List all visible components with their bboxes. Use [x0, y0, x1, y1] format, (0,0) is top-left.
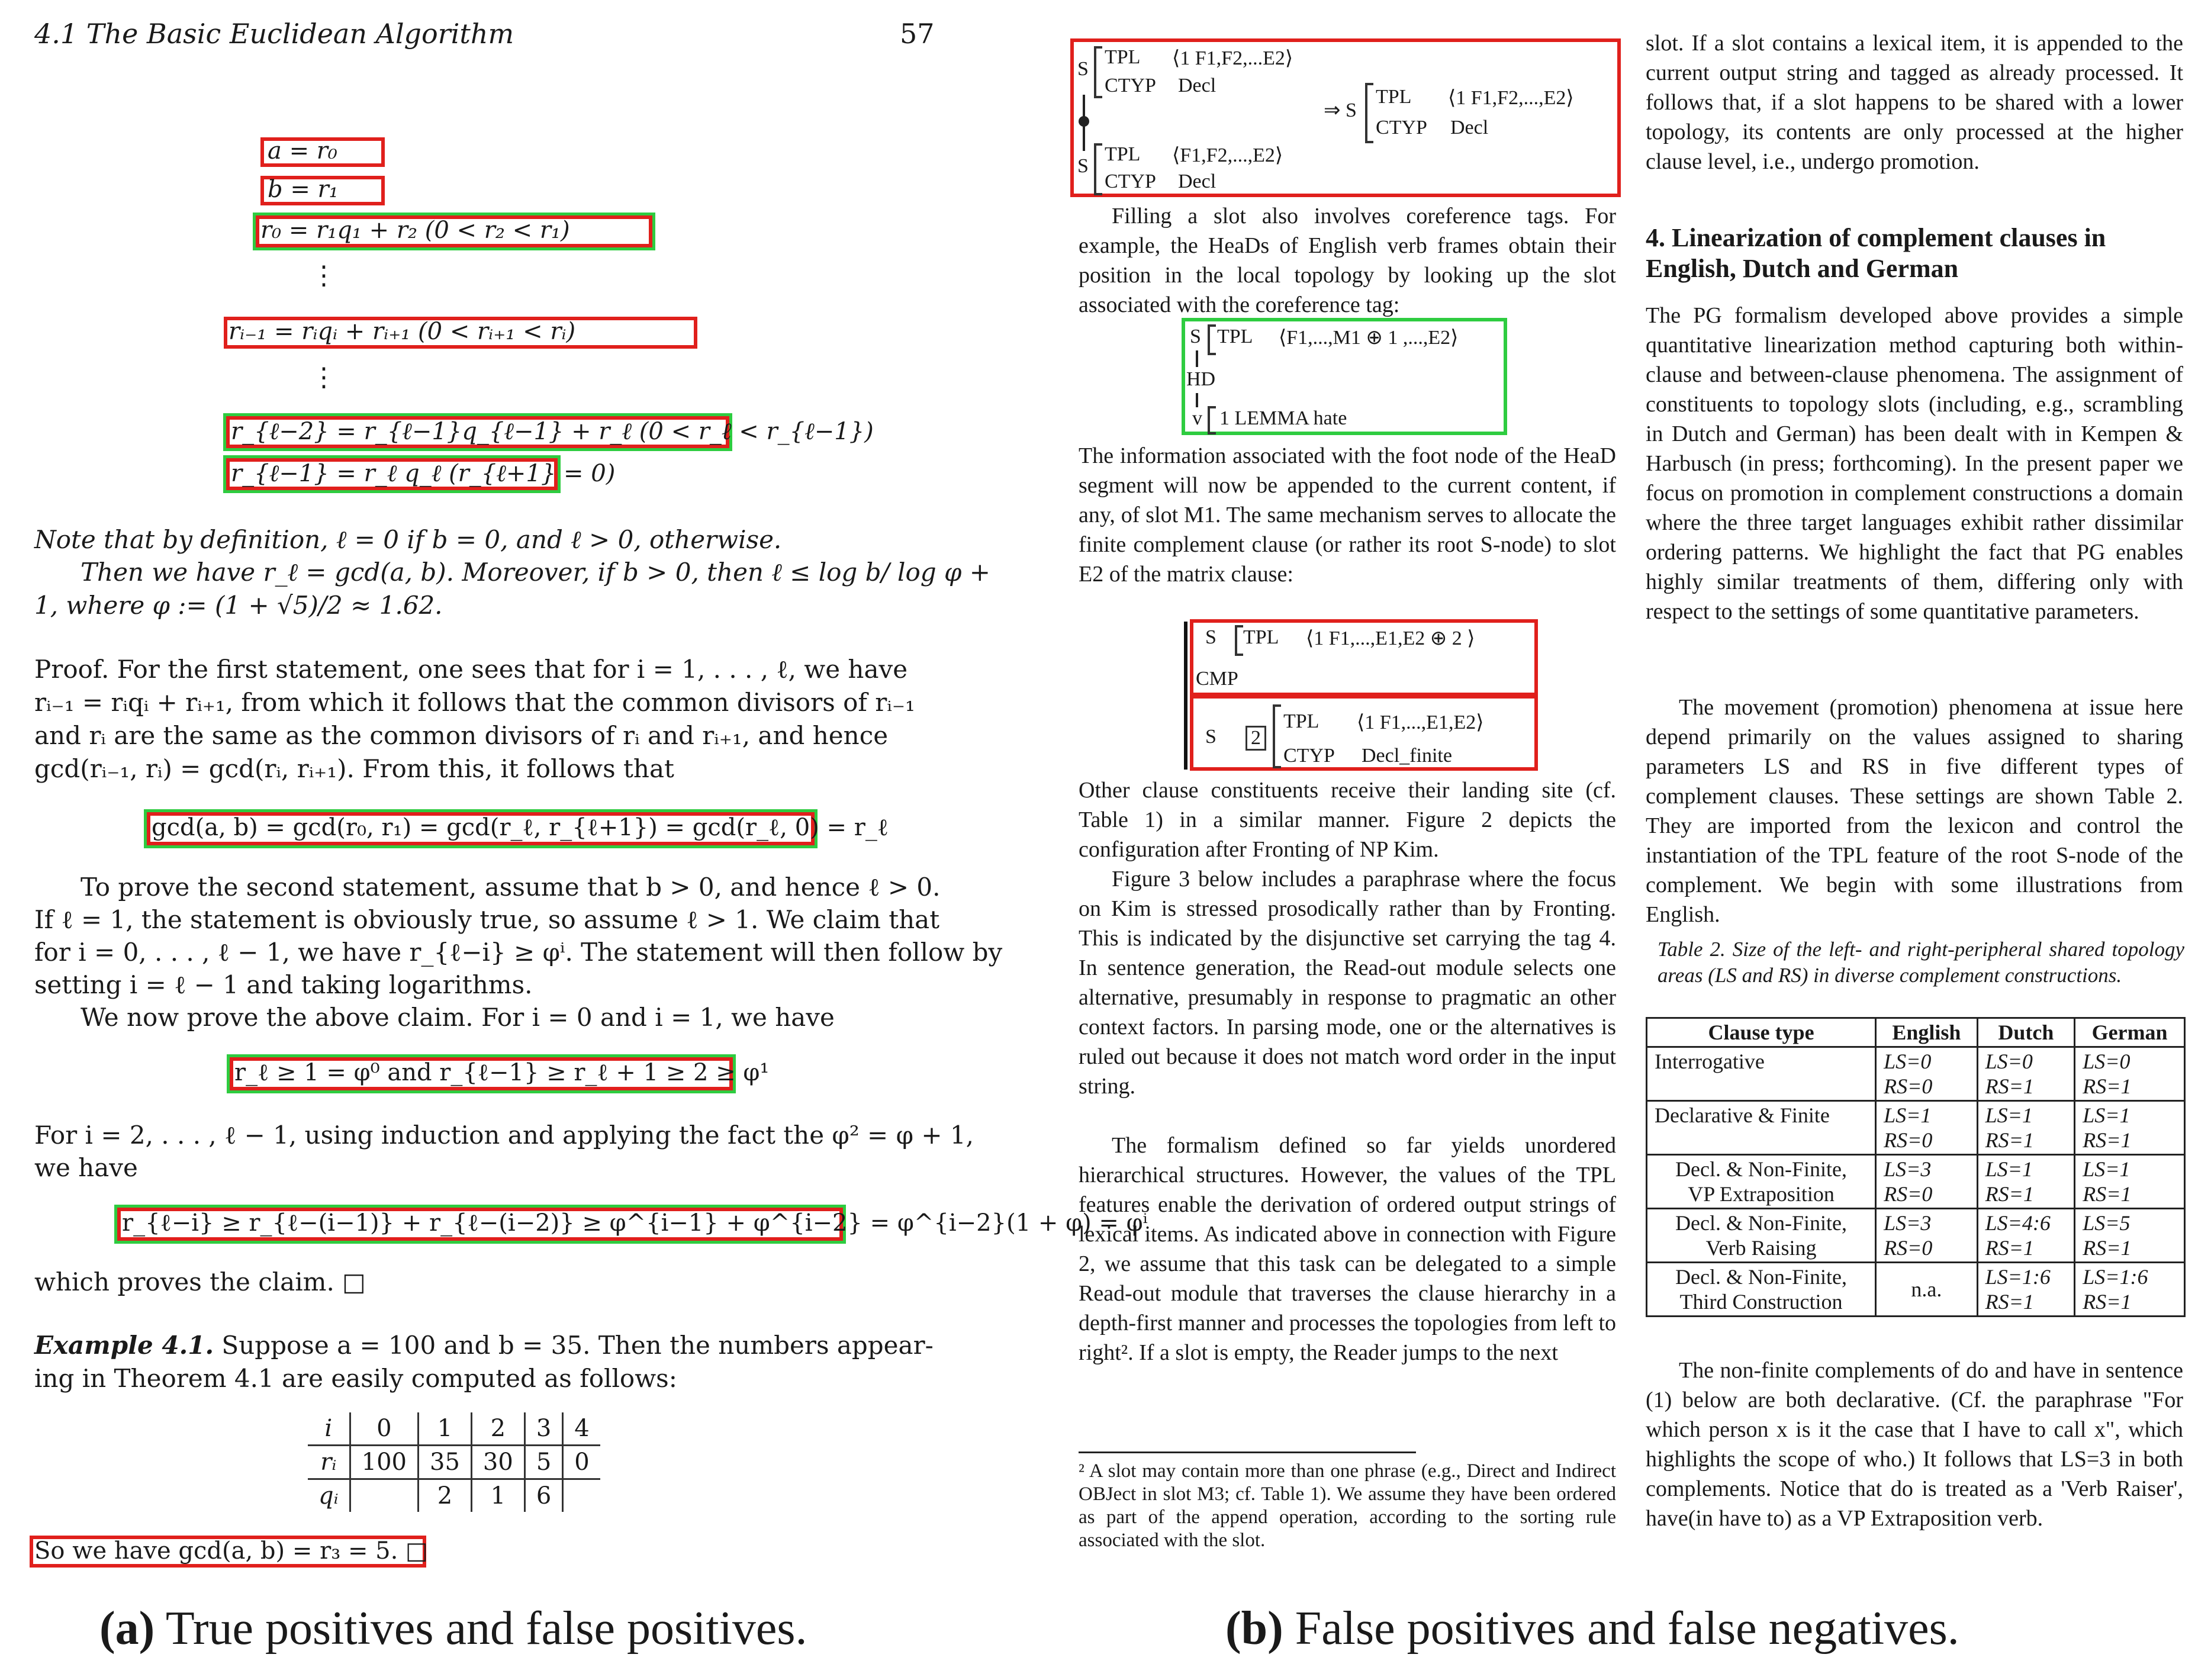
avm-value: ⟨1 F1,...,E1,E2 ⊕ 2 ⟩ [1306, 627, 1475, 649]
equation-r0: r₀ = r₁q₁ + r₂ (0 < r₂ < r₁) [260, 217, 570, 244]
table2-cell: LS=1:6 RS=1 [2075, 1263, 2185, 1317]
table-cell [350, 1479, 418, 1512]
table-cell: qᵢ [308, 1479, 350, 1512]
then-line-2: 1, where φ := (1 + √5)/2 ≈ 1.62. [34, 591, 443, 620]
running-header: 4.1 The Basic Euclidean Algorithm [34, 18, 514, 50]
table2-cell: LS=3 RS=0 [1876, 1209, 1978, 1263]
table-cell: 2 [471, 1412, 524, 1446]
table-cell: 1 [471, 1479, 524, 1512]
vertical-dots-1: ⋮ [311, 260, 337, 291]
proof-line-1: Proof. For the first statement, one sees that for i = 1, . . . , ℓ, we have [34, 655, 908, 684]
caption-b-text: False positives and false negatives. [1283, 1602, 1959, 1655]
table2-header-cell: Clause type [1647, 1018, 1876, 1047]
table-cell [563, 1479, 600, 1512]
table-cell: 4 [563, 1412, 600, 1446]
avm-label: TPL [1105, 143, 1141, 165]
table-header-row [308, 1412, 600, 1446]
table2-cell: Declarative & Finite [1647, 1101, 1876, 1155]
avm-label: S [1205, 626, 1216, 648]
definition-note: Note that by definition, ℓ = 0 if b = 0, and ℓ > 0, otherwise. [34, 525, 782, 554]
equation-rl-2: r_{ℓ−2} = r_{ℓ−1}q_{ℓ−1} + r_ℓ (0 < r_ℓ < r_{ℓ−1}) [231, 418, 874, 445]
so-we-have-line: So we have gcd(a, b) = r₃ = 5. □ [34, 1537, 428, 1565]
footnote: ² A slot may contain more than one phrase (e.g., Direct and Indirect OBJect in slot M3; cf. Table 1). We assume they have been ordered as part of the append operation, according to the sorting rule associated with the slot. [1079, 1460, 1616, 1551]
proof-line-4: gcd(rᵢ₋₁, rᵢ) = gcd(rᵢ, rᵢ₊₁). From this, it follows that [34, 754, 674, 783]
example-line-1 [34, 1331, 934, 1360]
table-cell: 100 [350, 1446, 418, 1479]
prove-line-3: for i = 0, . . . , ℓ − 1, we have r_{ℓ−i} ≥ φⁱ. The statement will then follow by [34, 938, 1003, 967]
table2-header-cell: German [2075, 1018, 2185, 1047]
table-row [1647, 1209, 2185, 1263]
avm-value: Decl [1450, 117, 1489, 139]
table2-cell: Decl. & Non-Finite, VP Extraposition [1647, 1155, 1876, 1209]
table-cell: 0 [350, 1412, 418, 1446]
table2-cell: LS=1 RS=1 [1977, 1155, 2075, 1209]
avm-label: S [1077, 155, 1089, 177]
avm-label: S [1205, 726, 1216, 748]
table2-cell: LS=4:6 RS=1 [1977, 1209, 2075, 1263]
caption-a-text: True positives and false positives. [155, 1602, 807, 1655]
col1-paragraph-3: Other clause constituents receive their landing site (cf. Table 1) in a similar manner. Figure 2 depicts the configuration after Fronting of NP Kim. [1079, 778, 1616, 862]
equation-rl-1: r_{ℓ−1} = r_ℓ q_ℓ (r_{ℓ+1} = 0) [231, 460, 616, 487]
caption-b-label: (b) [1225, 1602, 1283, 1655]
euclid-table [308, 1412, 600, 1512]
avm-arrow: ⇒ S [1324, 99, 1357, 121]
footnote-rule [1079, 1452, 1416, 1453]
proof-line-2: rᵢ₋₁ = rᵢqᵢ + rᵢ₊₁, from which it follows that the common divisors of rᵢ₋₁ [34, 688, 915, 717]
avm-value: ⟨1 F1,F2,...E2⟩ [1172, 47, 1293, 69]
col1-paragraph-5: The formalism defined so far yields unordered hierarchical structures. However, the values of the TPL features enable the derivation of ordered output strings of lexical items. As indicated above in connection with Figure 2, we assume that this task can be delegated to a simple Read-out module that traverses the clause hierarchy in a depth-first manner and processes the topologies from left to right². If a slot is empty, the Reader jumps to the next [1079, 1133, 1616, 1365]
avm-label: v [1192, 407, 1202, 429]
col2-paragraph-4: The non-finite complements of do and have in sentence (1) below are both declarative. (Cf. the paraphrase "For which person x is it the case that I have to call x", which highlights the scope of who.) It follows that LS=3 in both complements. Notice that do is treated as a 'Verb Raiser', have(in have to) as a VP Extraposition verb. [1646, 1358, 2183, 1531]
table2-cell: LS=1 RS=1 [2075, 1155, 2185, 1209]
avm-label: CTYP [1376, 117, 1427, 139]
table2-cell: LS=1 RS=1 [1977, 1101, 2075, 1155]
avm-label: CMP [1196, 668, 1238, 690]
table-cell: 5 [524, 1446, 562, 1479]
table2-cell: Decl. & Non-Finite, Verb Raising [1647, 1209, 1876, 1263]
section-heading: 4. Linearization of complement clauses in English, Dutch and German [1646, 223, 2106, 283]
table-row [1647, 1047, 2185, 1101]
avm-label: S [1190, 326, 1201, 347]
table2-cell: LS=0 RS=1 [2075, 1047, 2185, 1101]
table2-cell: LS=0 RS=1 [1977, 1047, 2075, 1101]
table2-header-cell: English [1876, 1018, 1978, 1047]
table2-cell: Interrogative [1647, 1047, 1876, 1101]
avm-label: TPL [1376, 86, 1412, 108]
induction-equation: r_{ℓ−i} ≥ r_{ℓ−(i−1)} + r_{ℓ−(i−2)} ≥ φ^{i−1} + φ^{i−2} = φ^{i−2}(1 + φ) = φⁱ [122, 1209, 1148, 1237]
table2-cell: Decl. & Non-Finite, Third Construction [1647, 1263, 1876, 1317]
col2-paragraph-3: The movement (promotion) phenomena at issue here depend primarily on the values assigned to sharing parameters LS and RS in five different types of complement clauses. These settings are shown Table 2. They are imported from the lexicon and control the instantiation of the TPL feature of the root S-node of the complement. We begin with some illustrations from English. [1646, 695, 2183, 927]
col1-paragraph-4: Figure 3 below includes a paraphrase where the focus on Kim is stressed prosodically rather than by Fronting. This is indicated by the disjunctive set carrying the tag 4. In sentence generation, the Read-out module selects one alternative, presumably in response to pragmatic an other context factors. In parsing mode, one or the alternatives is ruled out because it does not match word order in the input string. [1079, 867, 1616, 1099]
table2-cell: n.a. [1876, 1263, 1978, 1317]
table-row [308, 1479, 600, 1512]
avm-value: 1 LEMMA hate [1219, 407, 1347, 429]
avm-value: Decl_finite [1362, 745, 1452, 767]
gcd-equation: gcd(a, b) = gcd(r₀, r₁) = gcd(r_ℓ, r_{ℓ+1}) = gcd(r_ℓ, 0) = r_ℓ [152, 814, 889, 841]
claim-equation: r_ℓ ≥ 1 = φ⁰ and r_{ℓ−1} ≥ r_ℓ + 1 ≥ 2 ≥ φ¹ [234, 1059, 770, 1086]
table2-caption: Table 2. Size of the left- and right-peripheral shared topology areas (LS and RS) in diverse complement constructions. [1658, 938, 2184, 987]
prove-line-1: To prove the second statement, assume that b > 0, and hence ℓ > 0. [81, 873, 941, 902]
avm-label: TPL [1243, 626, 1279, 648]
table-cell: 6 [524, 1479, 562, 1512]
avm-value: ⟨1 F1,...,E1,E2⟩ [1357, 712, 1484, 733]
table-cell: 2 [419, 1479, 472, 1512]
avm-tag: 2 [1246, 726, 1266, 751]
equation-ri-1: rᵢ₋₁ = rᵢqᵢ + rᵢ₊₁ (0 < rᵢ₊₁ < rᵢ) [228, 318, 576, 345]
avm-label: TPL [1283, 710, 1319, 732]
which-proves: which proves the claim. □ [34, 1267, 366, 1296]
table-cell: rᵢ [308, 1446, 350, 1479]
table2-cell: LS=1:6 RS=1 [1977, 1263, 2075, 1317]
avm-value: ⟨F1,F2,...,E2⟩ [1172, 144, 1283, 166]
prove-line-4: setting i = ℓ − 1 and taking logarithms. [34, 970, 533, 999]
table-row [1647, 1155, 2185, 1209]
example-line-2: ing in Theorem 4.1 are easily computed as follows: [34, 1364, 677, 1393]
proof-line-3: and rᵢ are the same as the common divisors of rᵢ and rᵢ₊₁, and hence [34, 721, 889, 750]
table2-cell: LS=0 RS=0 [1876, 1047, 1978, 1101]
prove-line-2: If ℓ = 1, the statement is obviously true, so assume ℓ > 1. We claim that [34, 905, 940, 934]
then-line-1: Then we have r_ℓ = gcd(a, b). Moreover, if b > 0, then ℓ ≤ log b/ log φ + [81, 558, 990, 587]
table2 [1646, 1017, 2186, 1317]
table-cell: 1 [419, 1412, 472, 1446]
equation-a-r0: a = r₀ [268, 137, 337, 165]
col1-paragraph-1: Filling a slot also involves coreference tags. For example, the HeaDs of English verb frames obtain their position in the local topology by looking up the slot associated with the coreference tag: [1079, 204, 1616, 317]
avm-value: Decl [1178, 170, 1216, 192]
table-cell: i [308, 1412, 350, 1446]
avm-value: Decl [1178, 75, 1216, 96]
avm-label: S [1077, 58, 1089, 80]
page-number: 57 [900, 18, 935, 50]
table2-header-cell: Dutch [1977, 1018, 2075, 1047]
table2-header-row [1647, 1018, 2185, 1047]
table-cell: 3 [524, 1412, 562, 1446]
avm-label: TPL [1105, 46, 1141, 68]
table2-cell: LS=5 RS=1 [2075, 1209, 2185, 1263]
table-cell: 35 [419, 1446, 472, 1479]
caption-b [1225, 1602, 1959, 1656]
avm-label: CTYP [1105, 75, 1156, 96]
equation-b-r1: b = r₁ [268, 176, 339, 203]
avm-label: CTYP [1283, 745, 1335, 767]
avm-label: CTYP [1105, 170, 1156, 192]
table-row [308, 1446, 600, 1479]
table-cell: 0 [563, 1446, 600, 1479]
table-row [1647, 1101, 2185, 1155]
table-row [1647, 1263, 2185, 1317]
avm-value: ⟨F1,...,M1 ⊕ 1 ,...,E2⟩ [1279, 327, 1459, 349]
example-label: Example 4.1. [34, 1331, 214, 1360]
avm-value: ⟨1 F1,F2,...,E2⟩ [1448, 87, 1574, 109]
induction-line-1: For i = 2, . . . , ℓ − 1, using induction and applying the fact the φ² = φ + 1, [34, 1121, 974, 1150]
avm-label: TPL [1217, 326, 1253, 347]
table2-cell: LS=3 RS=0 [1876, 1155, 1978, 1209]
col1-paragraph-2: The information associated with the foot node of the HeaD segment will now be appended to the current content, if any, of slot M1. The same mechanism serves to allocate the finite complement clause (or rather its root S-node) to slot E2 of the matrix clause: [1079, 443, 1616, 587]
vertical-dots-2: ⋮ [311, 362, 337, 392]
caption-a-label: (a) [99, 1602, 155, 1655]
induction-line-2: we have [34, 1153, 138, 1182]
example-text-1: Suppose a = 100 and b = 35. Then the numbers appear- [214, 1331, 934, 1360]
table2-cell: LS=1 RS=0 [1876, 1101, 1978, 1155]
avm-label: HD [1186, 368, 1216, 390]
col2-paragraph-2: The PG formalism developed above provides a simple quantitative linearization method capturing both within-clause and between-clause phenomena. The assignment of constituents to topology slots (including, e.g., scrambling in Dutch and German) has been dealt with in Kempen & Harbusch (in press; forthcoming). In the present paper we focus on promotion in complement constructions a domain where the three target languages exhibit rather dissimilar ordering patterns. We highlight the fact that PG enables highly similar treatments of them, differing only with respect to the settings of some quantitative parameters. [1646, 303, 2183, 624]
table-cell: 30 [471, 1446, 524, 1479]
table2-cell: LS=1 RS=1 [2075, 1101, 2185, 1155]
caption-a [99, 1602, 807, 1656]
col2-paragraph-1: slot. If a slot contains a lexical item, it is appended to the current output string and tagged as already processed. It follows that, if a slot happens to be shared with a lower topology, its contents are only processed at the higher clause level, i.e., undergo promotion. [1646, 31, 2183, 174]
prove-line-5: We now prove the above claim. For i = 0 and i = 1, we have [81, 1003, 835, 1032]
